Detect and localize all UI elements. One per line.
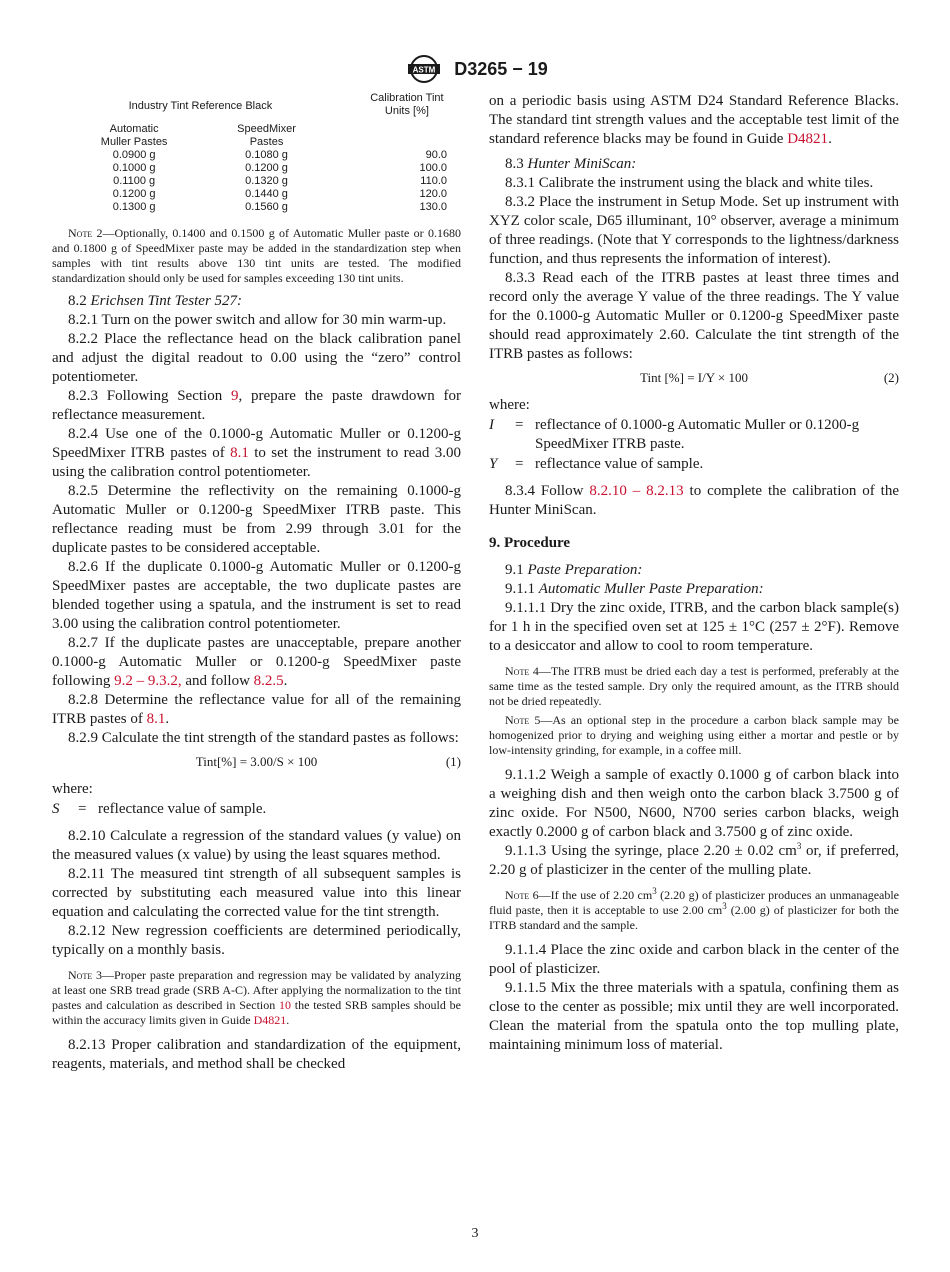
note-text: —As an optional step in the procedure a carbon black sample may be homogenized prior to drying and weighing using either a mortar and pestle or by low-intensity grinding, for example, in a coffee mill. <box>489 713 899 757</box>
astm-logo <box>402 54 446 84</box>
table-row <box>68 162 461 175</box>
note-text: —Proper paste preparation and regression may be validated by analyzing at least one SRB tread grade (SRB A-C). After applying the normalization to the tint pastes and calculation as described in Section <box>52 968 462 1012</box>
page-header <box>0 54 950 84</box>
section-number: 8.3 <box>505 156 524 172</box>
equation-number: (2) <box>883 370 899 385</box>
equation-expression: Tint [%] = I/Y × 100 <box>640 370 748 385</box>
text: . <box>165 711 170 727</box>
text: . <box>283 673 288 689</box>
auto-header-line1: Automatic <box>109 123 159 135</box>
superscript: 3 <box>796 841 802 851</box>
right-column <box>489 92 899 1055</box>
text: , prepare the paste drawdown for reflectance measurement. <box>52 388 461 423</box>
note-text: the tested SRB samples should be within the accuracy limits given in Guide <box>52 998 461 1027</box>
note-label: Note 5 <box>505 713 541 727</box>
cell-auto: 0.1100 g <box>113 175 156 187</box>
auto-header-line2: Muller Pastes <box>100 136 168 148</box>
text: or, if preferred, 2.20 g of plasticizer in the center of the mulling plate. <box>489 843 899 878</box>
cell-units: 110.0 <box>420 175 447 187</box>
guide-link[interactable]: D4821 <box>253 1013 287 1027</box>
note-5 <box>489 713 899 758</box>
where-definition <box>52 800 461 819</box>
para-8-2-8 <box>52 691 461 729</box>
where-definition <box>489 416 899 454</box>
text: 8.2.3 Following Section <box>68 388 231 404</box>
text: 9.1.1.3 Using the syringe, place 2.20 ± 0.02 cm <box>505 843 797 859</box>
where-label: where: <box>489 397 530 413</box>
text: and follow <box>181 673 254 689</box>
text: 8.2.8 Determine the reflectance value for all of the remaining ITRB pastes of <box>52 692 461 727</box>
table-row <box>68 149 461 162</box>
text: 8.3.4 Follow <box>505 483 590 499</box>
symbol: Y <box>489 456 498 472</box>
definition: reflectance value of sample. <box>98 801 267 817</box>
where-definition <box>489 455 899 474</box>
equals: = <box>515 417 524 433</box>
table-row <box>68 201 461 214</box>
superscript: 3 <box>652 886 657 896</box>
cal-header-line2: Units [%] <box>384 105 429 117</box>
text: to complete the calibration of the Hunter MiniScan. <box>489 483 899 518</box>
note-4 <box>489 664 899 709</box>
section-link[interactable]: 8.1 <box>146 711 166 727</box>
cell-auto: 0.1200 g <box>112 188 156 200</box>
cell-auto: 0.0900 g <box>112 149 156 161</box>
equals: = <box>515 456 524 472</box>
para-8-3-3: 8.3.3 Read each of the ITRB pastes at least three times and record only the average Y value of the three readings. The Y value for the 0.1000-g Automatic Muller or 0.1200-g SpeedMixer paste should read approximately 2.60. Calculate the tint strength of the ITRB pastes as follows: <box>489 270 899 362</box>
tint-table <box>68 92 461 214</box>
group-header: Industry Tint Reference Black <box>128 100 273 112</box>
note-label: Note 2 <box>68 226 103 240</box>
para-8-2-11: 8.2.11 The measured tint strength of all subsequent samples is corrected by substituting each measured value into this linear equation and calculating the corrected value for the tint strength. <box>52 866 461 920</box>
speed-header-line2: Pastes <box>249 136 284 148</box>
section-link[interactable]: 8.2.10 – 8.2.13 <box>589 483 684 499</box>
table-row <box>68 188 461 201</box>
cell-auto: 0.1000 g <box>112 162 156 174</box>
cell-speed: 0.1320 g <box>245 175 288 187</box>
equation-expression: Tint[%] = 3.00/S × 100 <box>195 754 318 769</box>
para-8-2-10: 8.2.10 Calculate a regression of the standard values (y value) on the measured values (x value) by using the least squares method. <box>52 828 461 863</box>
superscript: 3 <box>722 901 727 911</box>
equation-2 <box>489 368 899 390</box>
cell-units: 90.0 <box>425 149 447 161</box>
guide-link[interactable]: D4821 <box>787 131 829 147</box>
page-number: 3 <box>471 1226 479 1241</box>
para-8-2-6: 8.2.6 If the duplicate 0.1000-g Automatic Muller or 0.1200-g SpeedMixer pastes are acceptable, the two duplicate pastes are blended together using a spatula, and the instrument is set to read 3.00 using the calibration control potentiometer. <box>52 559 461 632</box>
section-link[interactable]: 10 <box>279 998 292 1012</box>
section-title: Paste Preparation: <box>527 562 643 578</box>
speed-header <box>200 123 333 149</box>
cell-units: 120.0 <box>419 188 447 200</box>
para-8-2-7 <box>52 634 461 691</box>
section-9-1-heading <box>489 561 899 580</box>
note-text: . <box>286 1013 290 1027</box>
section-8-3-heading <box>489 155 899 174</box>
note-3 <box>52 968 461 1028</box>
para-8-2-12: 8.2.12 New regression coefficients are determined periodically, typically on a monthly basis. <box>52 923 461 958</box>
text: 8.2.4 Use one of the 0.1000-g Automatic Muller or 0.1200-g SpeedMixer ITRB pastes of <box>52 426 461 461</box>
table-subheader-row <box>68 123 461 149</box>
section-number: 9.1 <box>505 562 524 578</box>
definition: reflectance value of sample. <box>535 456 704 472</box>
table-row <box>68 175 461 188</box>
para-8-3-1: 8.3.1 Calibrate the instrument using the black and white tiles. <box>505 175 874 191</box>
para-9-1-1-1: 9.1.1.1 Dry the zinc oxide, ITRB, and the carbon black sample(s) for 1 h in the specified oven set at 125 ± 1°C (257 ± 2°F). Remove to a desiccator and allow to cool to room temperature. <box>489 600 899 654</box>
cell-speed: 0.1440 g <box>245 188 288 200</box>
text: . <box>828 131 832 147</box>
cell-units: 100.0 <box>419 162 447 174</box>
note-2 <box>52 226 461 286</box>
note-text: —If the use of 2.20 cm <box>538 888 653 902</box>
cal-header-line1: Calibration Tint <box>370 92 444 104</box>
cell-units: 130.0 <box>419 201 447 213</box>
para-8-2-9: 8.2.9 Calculate the tint strength of the standard pastes as follows: <box>68 730 459 746</box>
section-number: 9.1.1 <box>505 581 535 597</box>
logo-text: ASTM <box>412 65 436 75</box>
cell-auto: 0.1300 g <box>112 201 156 213</box>
section-link[interactable]: 8.1 <box>230 445 249 461</box>
text: to set the instrument to read 3.00 using the calibration control potentiometer. <box>52 445 462 480</box>
section-title: Automatic Muller Paste Preparation: <box>538 581 764 597</box>
note-text: —The ITRB must be dried each day a test is performed, preferably at the same time as the tested sample. Dry only the required amount, as the ITRB should not be dried repeatedly. <box>489 664 899 708</box>
speed-header-line1: SpeedMixer <box>237 123 296 135</box>
section-title: Erichsen Tint Tester 527: <box>90 293 243 309</box>
para-8-2-3 <box>52 387 461 425</box>
para-9-1-1-2: 9.1.1.2 Weigh a sample of exactly 0.1000 g of carbon black into a weighing dish and then weigh onto the carbon black 3.7500 g of zinc oxide. For N500, N600, N700 series carbon blacks, weigh exactly 0.2000 g of carbon black and 3.7500 g of zinc oxide. <box>489 767 899 840</box>
para-8-2-5: 8.2.5 Determine the reflectivity on the remaining 0.1000-g Automatic Muller or 0.1200-g SpeedMixer ITRB paste. This reflectance reading must be from 2.99 through 3.01 for the duplicate pastes to be considered acceptable. <box>52 483 461 556</box>
section-9-1-1-heading <box>489 580 899 599</box>
cell-speed: 0.1080 g <box>245 149 288 161</box>
section-9-heading: 9. Procedure <box>489 535 571 551</box>
section-link[interactable]: 9.2 – 9.3.2, <box>114 673 182 689</box>
text: on a periodic basis using ASTM D24 Standard Reference Blacks. The standard tint strength values and the acceptable test limit of the standard reference blacks may be found in Guide <box>489 93 899 147</box>
note-label: Note 4 <box>505 664 539 678</box>
designation: D3265 − 19 <box>454 58 548 79</box>
para-8-3-4 <box>489 482 899 520</box>
definition: reflectance of 0.1000-g Automatic Muller or 0.1200-g SpeedMixer ITRB paste. <box>535 417 860 452</box>
section-title: Hunter MiniScan: <box>527 156 637 172</box>
cell-speed: 0.1560 g <box>245 201 288 213</box>
equals: = <box>78 801 87 817</box>
note-text: (2.20 g) of plasticizer produces an unmanageable fluid paste, then it is acceptable to use 2.00 cm <box>489 888 900 917</box>
section-8-2-heading <box>52 292 461 311</box>
symbol: I <box>489 417 494 433</box>
section-link[interactable]: 8.2.5 <box>253 673 284 689</box>
para-9-1-1-4: 9.1.1.4 Place the zinc oxide and carbon black in the center of the pool of plasticizer. <box>489 942 899 977</box>
equation-1 <box>52 752 461 774</box>
para-8-3-2: 8.3.2 Place the instrument in Setup Mode. Set up instrument with XYZ color scale, D65 illuminant, 10° observer, average a minimum of three readings. (Note that Y corresponds to the lightness/darkness function, and thus represents the information of interest). <box>489 194 899 267</box>
note-label: Note 6 <box>505 888 539 902</box>
section-link[interactable]: 9 <box>230 388 239 404</box>
para-8-2-13: 8.2.13 Proper calibration and standardization of the equipment, reagents, materials, and method shall be checked <box>52 1037 461 1072</box>
note-text: —Optionally, 0.1400 and 0.1500 g of Automatic Muller paste or 0.1680 and 0.1800 g of SpeedMixer paste may be added in the standardization step when samples with tint results above 130 tint units are tested. The modified standardization should only be used for samples exceeding 130 tint units. <box>52 226 461 285</box>
text: 8.2.7 If the duplicate pastes are unacceptable, prepare another 0.1000-g Automatic Muller or 0.1200-g SpeedMixer paste following <box>52 635 461 689</box>
para-8-2-4 <box>52 425 461 482</box>
para-8-2-1: 8.2.1 Turn on the power switch and allow for 30 min warm-up. <box>68 312 447 328</box>
note-label: Note 3 <box>68 968 103 982</box>
cell-speed: 0.1200 g <box>245 162 288 174</box>
auto-header <box>68 123 200 149</box>
para-9-1-1-3 <box>489 842 899 880</box>
para-9-1-1-5: 9.1.1.5 Mix the three materials with a spatula, confining them as close to the center as possible; mix until they are well incorporated. Clean the material from the spatula onto the top mulling plate, maintaining minimum loss of material. <box>489 980 899 1053</box>
where-label: where: <box>52 781 93 797</box>
para-8-2-2: 8.2.2 Place the reflectance head on the black calibration panel and adjust the digital readout to 0.00 using the “zero” control potentiometer. <box>52 331 461 385</box>
left-column <box>52 92 461 1074</box>
equation-number: (1) <box>445 754 461 769</box>
note-text: (2.00 g) of plasticizer for both the ITRB standard and the sample. <box>489 903 899 932</box>
cal-header <box>333 92 461 123</box>
para-continuation <box>489 92 899 149</box>
symbol: S <box>52 801 60 817</box>
note-6 <box>489 888 899 933</box>
section-number: 8.2 <box>68 293 87 309</box>
table-header-row <box>68 92 461 113</box>
